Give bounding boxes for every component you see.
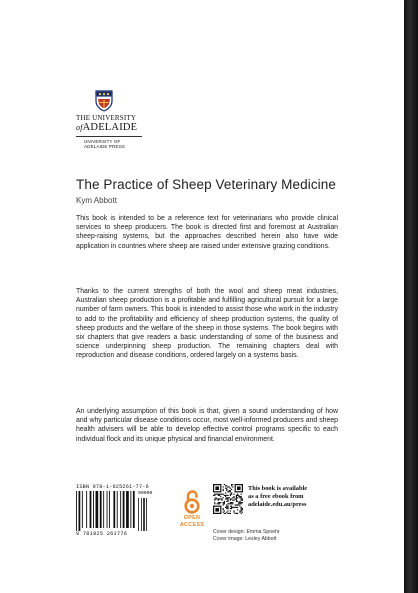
blurb-paragraph-1: This book is intended to be a reference text for veterinarians who provide clinical services to sheep producers. The book is directed first and foremost at Australian sheep-raising systems, but the approaches described herein also have wide application in countries where sheep are raised under extensive grazing conditions. (76, 215, 338, 250)
barcode-addon: 90000 (138, 491, 153, 496)
ebook-line2: as a free ebook from (248, 493, 304, 500)
blurb-paragraph-3: An underlying assumption of this book is that, given a sound understanding of how and why particular disease conditions occur, most well-informed producers and sheep health advisers will be able to develop effective control programs specific to each individual flock and its unique physical and financial environment. (76, 408, 338, 443)
ebook-url[interactable]: adelaide.edu.au/press (248, 501, 307, 508)
university-adelaide: ADELAIDE (82, 122, 138, 133)
book-spine (404, 0, 418, 593)
logo-divider (76, 136, 142, 137)
ean-digits: 9 781925 261776 (76, 531, 128, 537)
cover-image-credit: Cover image: Lesley Abbott (213, 536, 277, 542)
open-access-label-2: ACCESS (179, 522, 205, 528)
ebook-line1: This book is available (248, 485, 308, 492)
university-name-line2 (76, 122, 146, 133)
isbn-number: ISBN 978-1-925261-77-6 (76, 484, 149, 490)
university-of: of (76, 123, 83, 132)
isbn-barcode (76, 484, 153, 548)
press-name (76, 139, 146, 150)
open-access-label-1: OPEN (183, 515, 201, 521)
qr-code-icon (213, 484, 243, 514)
barcode-bars-icon (76, 491, 148, 531)
open-access-lock-icon (184, 490, 200, 514)
press-line2: ADELAIDE PRESS (84, 144, 125, 150)
press-line1: UNIVERSITY OF (84, 139, 121, 144)
cover-design-credit: Cover design: Emma Spoehr (213, 529, 280, 535)
barcode-graphic (76, 491, 153, 531)
ebook-notice (248, 485, 358, 509)
open-access-badge (177, 490, 207, 528)
university-logo (76, 90, 146, 150)
cover-credits (213, 529, 343, 543)
university-name-line1: THE UNIVERSITY (76, 114, 137, 122)
book-author: Kym Abbott (76, 196, 117, 205)
book-title: The Practice of Sheep Veterinary Medicine (76, 177, 336, 192)
university-crest-icon (95, 90, 113, 112)
blurb-paragraph-2: Thanks to the current strengths of both the wool and sheep meat industries, Australian sheep production is a profitable and fulfilling agricultural pursuit for a large number of farm owners. This book is intended to assist those who work in the industry to add to the profitability and efficiency of sheep production systems, the quality of sheep products and the welfare of the sheep in those systems. The book begins with six chapters that give readers a basic understanding of some of the business and science underpinning sheep production. The remaining chapters deal with reproduction and disease conditions, ordered largely on a systems basis. (76, 288, 338, 360)
